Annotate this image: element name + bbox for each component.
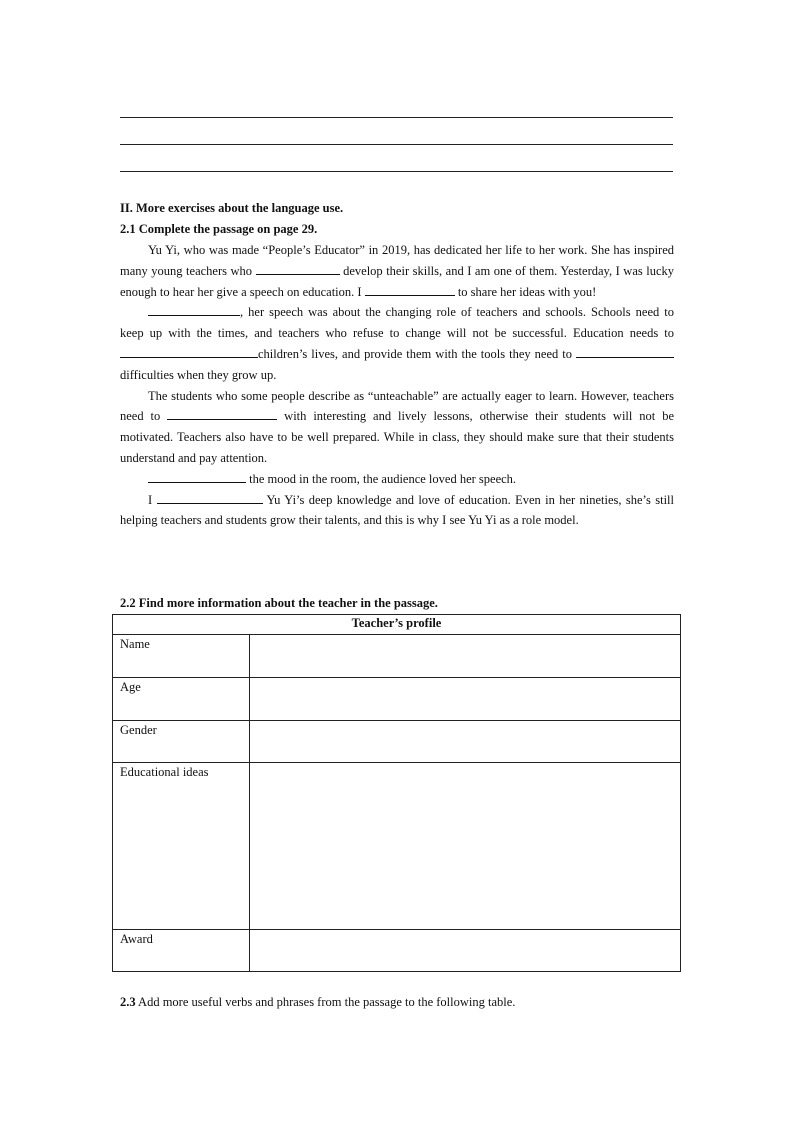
- answer-cell-gender[interactable]: [250, 721, 681, 763]
- row-label-name: Name: [113, 635, 250, 678]
- row-label-gender: Gender: [113, 721, 250, 763]
- exercise-2-1-heading: 2.1 Complete the passage on page 29.: [120, 222, 318, 236]
- row-label-educational-ideas: Educational ideas: [113, 763, 250, 930]
- blank-5[interactable]: [576, 345, 674, 358]
- paragraph-3: The students who some people describe as “unteachable” are actually eager to learn. However, teachers need to with interesting and lively lessons, otherwise their students will not be motivated. Teachers also have to be well prepared. While in class, they should make sure that their students understand and pay attention.: [120, 388, 675, 465]
- blank-3[interactable]: [148, 303, 240, 316]
- table-title: Teacher’s profile: [113, 615, 681, 635]
- exercise-2-2-heading: 2.2 Find more information about the teacher in the passage.: [120, 596, 438, 610]
- blank-4[interactable]: [120, 345, 258, 358]
- row-label-age: Age: [113, 678, 250, 721]
- blank-1[interactable]: [256, 262, 340, 275]
- blank-8[interactable]: [157, 491, 263, 504]
- answer-cell-educational-ideas[interactable]: [250, 763, 681, 930]
- row-label-award: Award: [113, 930, 250, 972]
- answer-cell-award[interactable]: [250, 930, 681, 972]
- teacher-profile-table: [112, 614, 681, 972]
- paragraph-1: Yu Yi, who was made “People’s Educator” in 2019, has dedicated her life to her work. She has inspired many young teachers who develop their skills, and I am one of them. Yesterday, I was lucky enough to hear her give a speech on education. I to share her ideas with you!: [120, 243, 675, 299]
- paragraph-2: , her speech was about the changing role of teachers and schools. Schools need to keep up with the times, and teachers who refuse to change will not be successful. Education needs tochildren’s lives, and provide them with the tools they need to difficulties when they grow up.: [120, 305, 674, 382]
- paragraph-4: the mood in the room, the audience loved her speech.: [120, 469, 674, 490]
- answer-cell-name[interactable]: [250, 635, 681, 678]
- answer-line-2[interactable]: [120, 144, 673, 145]
- paragraph-5: I Yu Yi’s deep knowledge and love of education. Even in her nineties, she’s still helping teachers and students grow their talents, and this is why I see Yu Yi as a role model.: [120, 492, 675, 528]
- blank-7[interactable]: [148, 470, 246, 483]
- exercise-2-3-number: 2.3: [120, 995, 136, 1009]
- answer-line-1[interactable]: [120, 117, 673, 118]
- passage: [120, 240, 674, 531]
- answer-line-3[interactable]: [120, 171, 673, 172]
- exercise-2-3-instruction: [120, 995, 515, 1010]
- blank-6[interactable]: [167, 407, 277, 420]
- answer-cell-age[interactable]: [250, 678, 681, 721]
- exercise-2-3-text: Add more useful verbs and phrases from the passage to the following table.: [135, 995, 516, 1009]
- section-heading: II. More exercises about the language use.: [120, 201, 344, 215]
- blank-2[interactable]: [365, 283, 455, 296]
